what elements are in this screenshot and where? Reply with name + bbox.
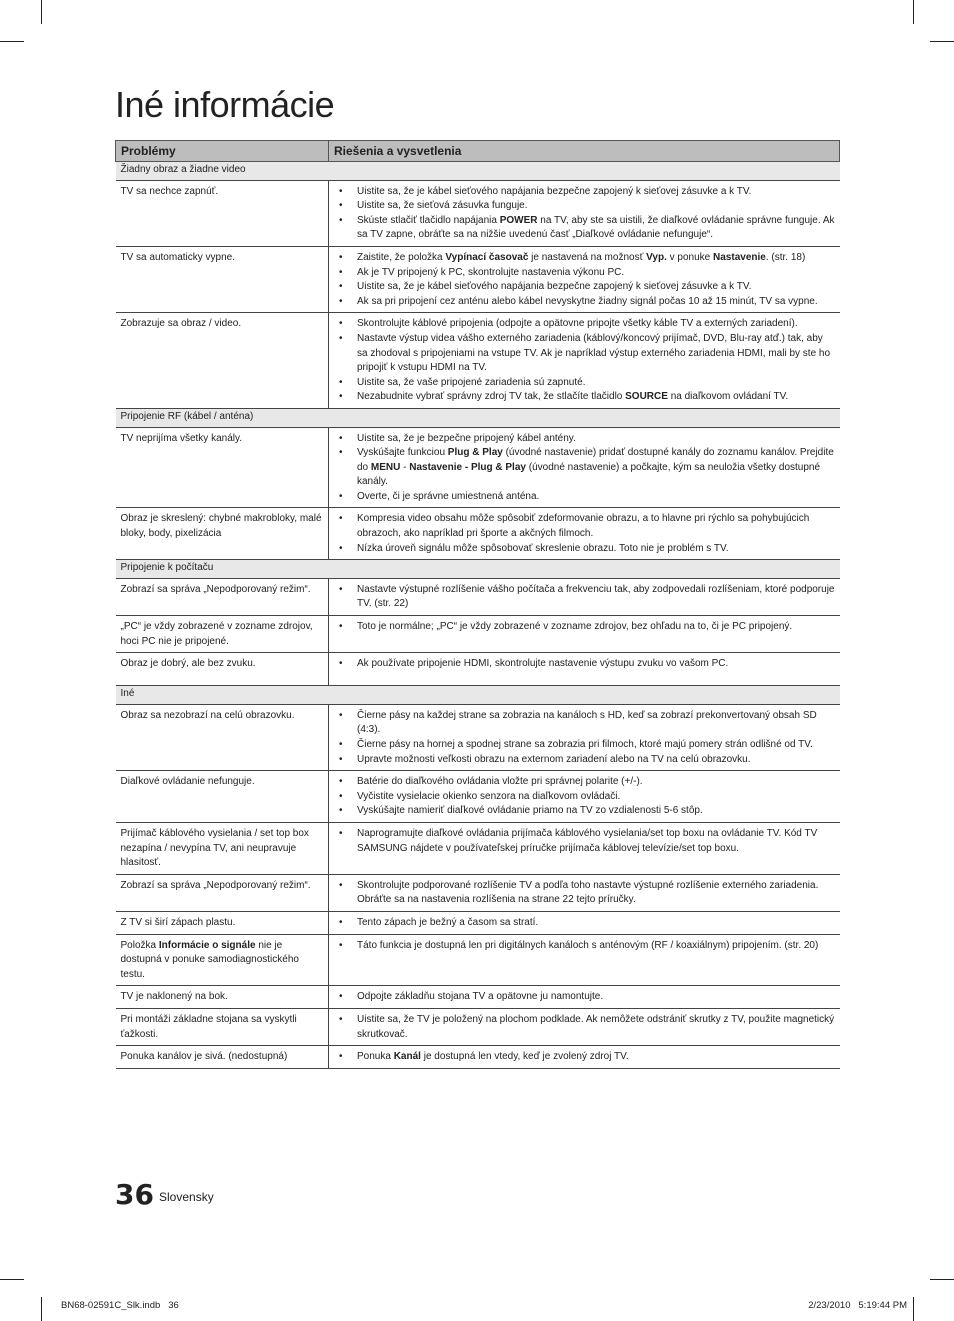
solution-item: • Uistite sa, že je bezpečne pripojený kábel antény. xyxy=(334,432,835,447)
table-row xyxy=(116,874,840,911)
solution-list xyxy=(334,1048,835,1065)
solution-cell xyxy=(329,986,840,1009)
section-row xyxy=(116,560,840,579)
solution-cell xyxy=(329,180,840,246)
column-header-solutions: Riešenia a vysvetlenia xyxy=(329,141,840,162)
solution-item: • Skúste stlačiť tlačidlo napájania POWER na TV, aby ste sa uistili, že diaľkové ovládanie správne funguje. Ak sa TV zapne, obráťte sa na nižšie uvedenú časť „Diaľkové ovládanie nefunguje“. xyxy=(334,214,835,243)
table-row xyxy=(116,1008,840,1045)
table-row xyxy=(116,704,840,770)
problem-cell: Zobrazí sa správa „Nepodporovaný režim“. xyxy=(116,578,329,615)
table-row xyxy=(116,313,840,409)
section-row xyxy=(116,162,840,181)
solution-list xyxy=(334,655,835,672)
solution-list xyxy=(334,914,835,931)
problem-cell: TV je naklonený na bok. xyxy=(116,986,329,1009)
table-header-row xyxy=(116,141,840,162)
problem-cell: Pri montáži základne stojana sa vyskytli ťažkosti. xyxy=(116,1008,329,1045)
table-row xyxy=(116,822,840,874)
solution-cell xyxy=(329,508,840,560)
solution-item: • Táto funkcia je dostupná len pri digitálnych kanáloch s anténovým (RF / koaxiálnym) pripojením. (str. 20) xyxy=(334,939,835,954)
solution-list xyxy=(334,773,835,819)
problem-cell: TV sa nechce zapnúť. xyxy=(116,180,329,246)
solution-cell xyxy=(329,616,840,653)
solution-item: • Tento zápach je bežný a časom sa stratí. xyxy=(334,916,835,931)
problem-cell: „PC“ je vždy zobrazené v zozname zdrojov, hoci PC nie je pripojené. xyxy=(116,616,329,653)
solution-item: • Zaistite, že položka Vypínací časovač je nastavená na možnosť Vyp. v ponuke Nastavenie. (str. 18) xyxy=(334,251,835,266)
section-row xyxy=(116,408,840,427)
solution-list xyxy=(334,618,835,635)
table-row xyxy=(116,180,840,246)
problem-cell: Ponuka kanálov je sivá. (nedostupná) xyxy=(116,1046,329,1069)
problem-cell: TV neprijíma všetky kanály. xyxy=(116,427,329,508)
solution-cell xyxy=(329,1046,840,1069)
solution-item: • Uistite sa, že vaše pripojené zariadenia sú zapnuté. xyxy=(334,376,835,391)
solution-list xyxy=(334,877,835,908)
table-row xyxy=(116,1046,840,1069)
solution-item: • Nízka úroveň signálu môže spôsobovať skreslenie obrazu. Toto nie je problém s TV. xyxy=(334,542,835,557)
page-number: 36 xyxy=(115,1178,154,1211)
solution-cell xyxy=(329,246,840,312)
solution-cell xyxy=(329,934,840,986)
solution-item: • Uistite sa, že je kábel sieťového napájania bezpečne zapojený k sieťovej zásuvke a k TV. xyxy=(334,185,835,200)
table-row xyxy=(116,508,840,560)
solution-list xyxy=(334,707,835,767)
solution-item: • Nastavte výstupné rozlíšenie vášho počítača a frekvenciu tak, aby zodpovedali rozlíšeniam, ktoré podporuje TV. (str. 22) xyxy=(334,583,835,612)
section-label: Iné xyxy=(116,686,840,705)
solution-cell xyxy=(329,653,840,686)
table-row xyxy=(116,934,840,986)
solution-item: • Odpojte základňu stojana TV a opätovne ju namontujte. xyxy=(334,990,835,1005)
solution-item: • Overte, či je správne umiestnená anténa. xyxy=(334,490,835,505)
solution-cell xyxy=(329,1008,840,1045)
table-row xyxy=(116,771,840,823)
crop-mark xyxy=(930,41,954,42)
solution-list xyxy=(334,183,835,243)
crop-mark xyxy=(41,0,42,24)
solution-item: • Uistite sa, že sieťová zásuvka funguje. xyxy=(334,199,835,214)
solution-item: • Čierne pásy na hornej a spodnej strane sa zobrazia pri filmoch, ktoré majú pomery strán odlišné od TV. xyxy=(334,738,835,753)
solution-list xyxy=(334,825,835,856)
section-row xyxy=(116,686,840,705)
problem-cell: Obraz je dobrý, ale bez zvuku. xyxy=(116,653,329,686)
solution-cell xyxy=(329,874,840,911)
footer-file-info: BN68-02591C_Slk.indb 36 xyxy=(61,1300,179,1311)
table-row xyxy=(116,911,840,934)
problem-cell: Diaľkové ovládanie nefunguje. xyxy=(116,771,329,823)
solution-cell xyxy=(329,427,840,508)
crop-mark xyxy=(930,1279,954,1280)
problem-cell: Obraz je skreslený: chybné makrobloky, malé bloky, body, pixelizácia xyxy=(116,508,329,560)
solution-item: • Vyčistite vysielacie okienko senzora na diaľkovom ovládači. xyxy=(334,790,835,805)
solution-item: • Vyskúšajte namieriť diaľkové ovládanie priamo na TV zo vzdialenosti 5-6 stôp. xyxy=(334,804,835,819)
table-row xyxy=(116,246,840,312)
solution-list xyxy=(334,937,835,954)
solution-item: • Čierne pásy na každej strane sa zobrazia na kanáloch s HD, keď sa zobrazí prekonvertovaný obsah SD (4:3). xyxy=(334,709,835,738)
solution-item: • Ak je TV pripojený k PC, skontrolujte nastavenia výkonu PC. xyxy=(334,266,835,281)
solution-list xyxy=(334,988,835,1005)
solution-item: • Ak používate pripojenie HDMI, skontrolujte nastavenie výstupu zvuku vo vašom PC. xyxy=(334,657,835,672)
table-row xyxy=(116,653,840,686)
solution-cell xyxy=(329,911,840,934)
problem-cell: Z TV si širí zápach plastu. xyxy=(116,911,329,934)
problem-cell: Zobrazí sa správa „Nepodporovaný režim“. xyxy=(116,874,329,911)
solution-list xyxy=(334,249,835,309)
crop-mark xyxy=(0,1279,24,1280)
problem-cell: Prijímač káblového vysielania / set top box nezapína / nevypína TV, ani neupravuje hlasitosť. xyxy=(116,822,329,874)
solution-list xyxy=(334,581,835,612)
solution-cell xyxy=(329,578,840,615)
solution-item: • Uistite sa, že je kábel sieťového napájania bezpečne zapojený k sieťovej zásuvke a k TV. xyxy=(334,280,835,295)
crop-mark xyxy=(913,1297,914,1321)
table-row xyxy=(116,427,840,508)
solution-list xyxy=(334,315,835,405)
table-body xyxy=(116,162,840,1069)
problem-cell: TV sa automaticky vypne. xyxy=(116,246,329,312)
solution-item: • Nezabudnite vybrať správny zdroj TV tak, že stlačíte tlačidlo SOURCE na diaľkovom ovládaní TV. xyxy=(334,390,835,405)
solution-list xyxy=(334,430,835,505)
solution-cell xyxy=(329,313,840,409)
table-row xyxy=(116,616,840,653)
crop-mark xyxy=(913,0,914,24)
section-label: Žiadny obraz a žiadne video xyxy=(116,162,840,181)
solution-item: • Uistite sa, že TV je položený na plochom podklade. Ak nemôžete odstrániť skrutky z TV, použite magnetický skrutkovač. xyxy=(334,1013,835,1042)
crop-mark xyxy=(41,1297,42,1321)
page-language: Slovensky xyxy=(159,1190,214,1204)
section-label: Pripojenie k počítaču xyxy=(116,560,840,579)
solution-item: • Skontrolujte káblové pripojenia (odpojte a opätovne pripojte všetky káble TV a externých zariadení). xyxy=(334,317,835,332)
solution-item: • Batérie do diaľkového ovládania vložte pri správnej polarite (+/-). xyxy=(334,775,835,790)
solution-item: • Naprogramujte diaľkové ovládania prijímača káblového vysielania/set top boxu na ovládanie TV. Kód TV SAMSUNG nájdete v používateľskej príručke prijímača káblovej televízie/set top boxu. xyxy=(334,827,835,856)
problem-cell: Zobrazuje sa obraz / video. xyxy=(116,313,329,409)
solution-item: • Nastavte výstup videa vášho externého zariadenia (káblový/koncový prijímač, DVD, Blu-ray atď.) tak, aby sa zhodoval s pripojeniami na vstupe TV. Ak je napríklad výstup externého zariadenia HDMI, mali by ste ho pripojiť k vstupu HDMI na TV. xyxy=(334,332,835,376)
solution-item: • Ak sa pri pripojení cez anténu alebo kábel nevyskytne žiadny signál počas 10 až 15 minút, TV sa vypne. xyxy=(334,295,835,310)
troubleshooting-table xyxy=(115,140,840,1069)
table-row xyxy=(116,578,840,615)
solution-cell xyxy=(329,822,840,874)
problem-cell: Obraz sa nezobrazí na celú obrazovku. xyxy=(116,704,329,770)
solution-list xyxy=(334,1011,835,1042)
solution-item: • Ponuka Kanál je dostupná len vtedy, keď je zvolený zdroj TV. xyxy=(334,1050,835,1065)
section-label: Pripojenie RF (kábel / anténa) xyxy=(116,408,840,427)
page-title: Iné informácie xyxy=(115,84,335,125)
problem-cell: Položka Informácie o signále nie je dostupná v ponuke samodiagnostického testu. xyxy=(116,934,329,986)
solution-item: • Upravte možnosti veľkosti obrazu na externom zariadení alebo na TV na celú obrazovku. xyxy=(334,753,835,768)
footer-timestamp: 2/23/2010 5:19:44 PM xyxy=(808,1300,907,1311)
solution-item: • Kompresia video obsahu môže spôsobiť zdeformovanie obrazu, a to hlavne pri rýchlo sa pohybujúcich obrazoch, ako napríklad pri športe a akčných filmoch. xyxy=(334,512,835,541)
table-row xyxy=(116,986,840,1009)
crop-mark xyxy=(0,41,24,42)
solution-cell xyxy=(329,771,840,823)
solution-item: • Vyskúšajte funkciou Plug & Play (úvodné nastavenie) pridať dostupné kanály do zoznamu kanálov. Prejdite do MENU - Nastavenie - Plug & Play (úvodné nastavenie) a počkajte, kým sa neuložia všetky dostupné kanály. xyxy=(334,446,835,490)
column-header-problems: Problémy xyxy=(116,141,329,162)
solution-list xyxy=(334,510,835,556)
solution-cell xyxy=(329,704,840,770)
solution-item: • Toto je normálne; „PC“ je vždy zobrazené v zozname zdrojov, bez ohľadu na to, či je PC pripojený. xyxy=(334,620,835,635)
solution-item: • Skontrolujte podporované rozlíšenie TV a podľa toho nastavte výstupné rozlíšenie externého zariadenia. Obráťte sa na nastavenia rozlíšenia na strane 22 tejto príručky. xyxy=(334,879,835,908)
